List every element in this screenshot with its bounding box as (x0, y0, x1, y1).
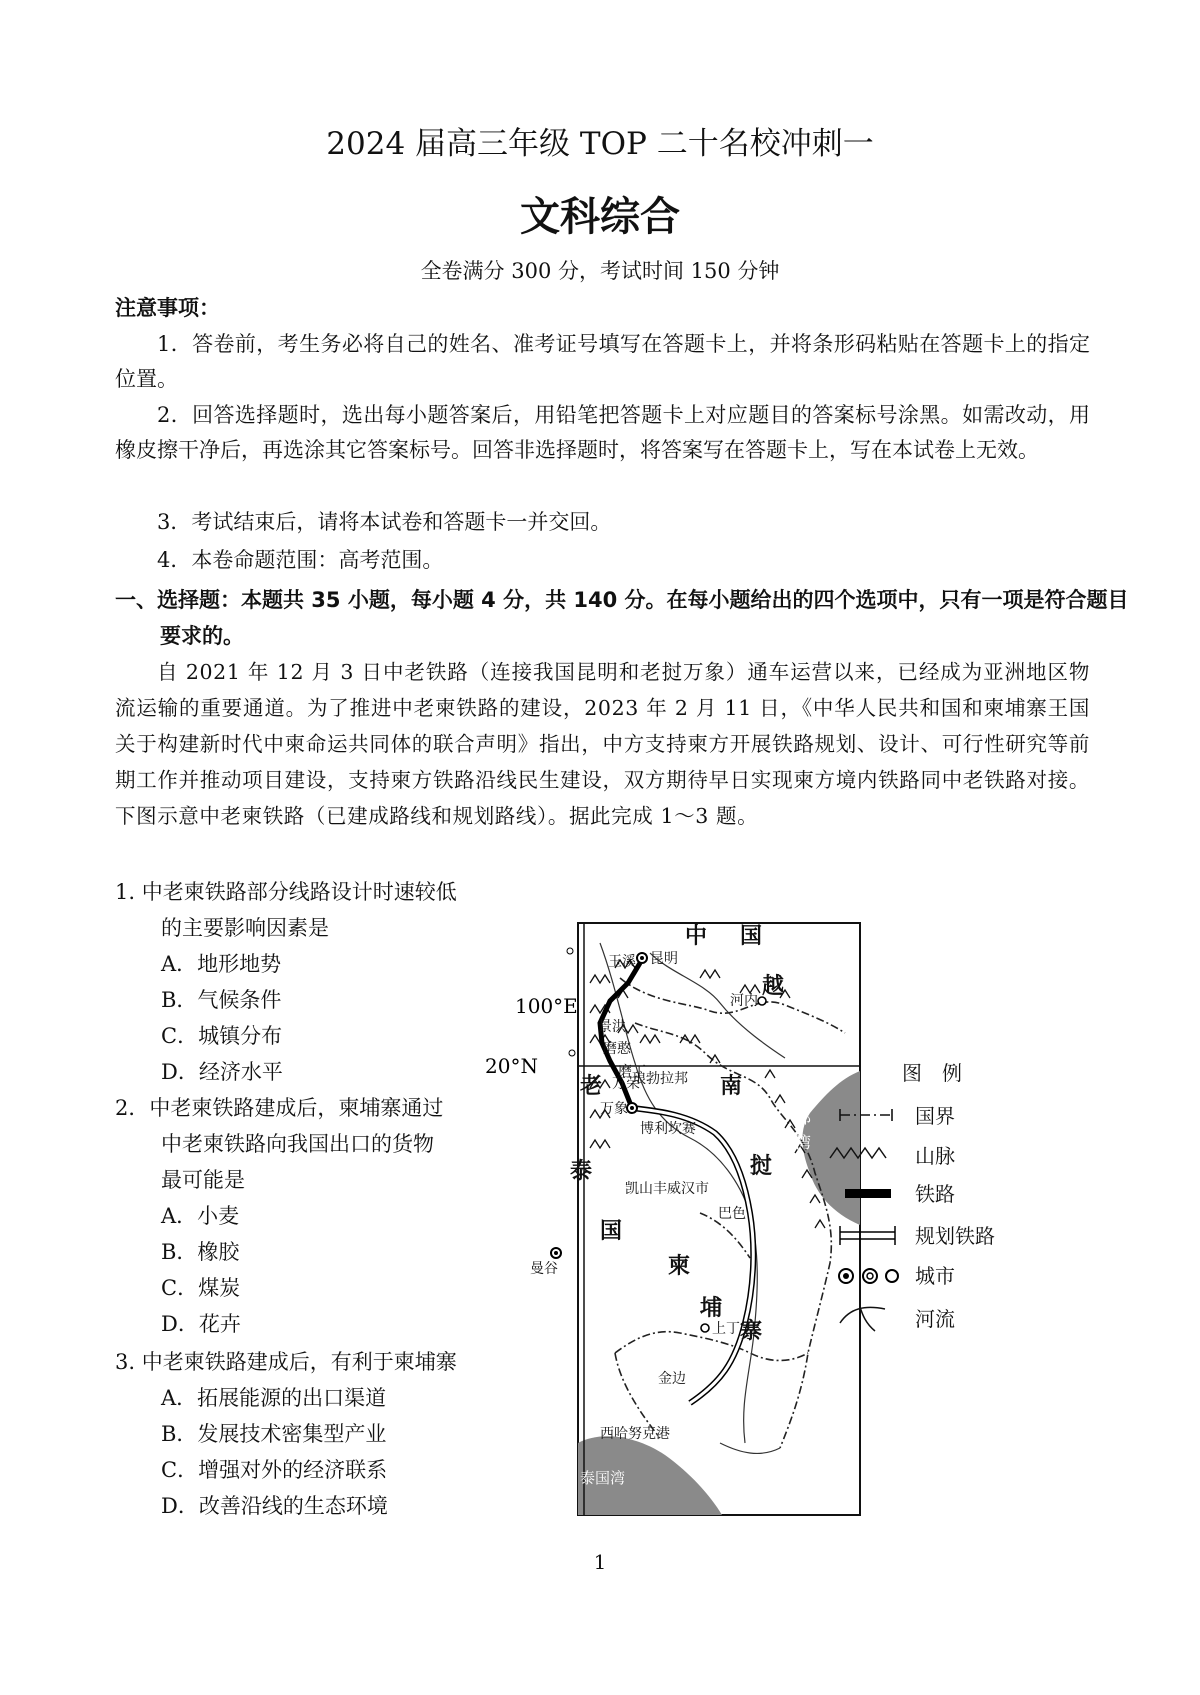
question-1 (115, 874, 515, 1090)
option[interactable]: C．煤炭 (161, 1276, 241, 1300)
railway-map (485, 883, 1130, 1528)
notice-item-4: 4．本卷命题范围：高考范围。 (157, 548, 444, 572)
question-stem: 最可能是 (161, 1168, 245, 1192)
option[interactable]: D．经济水平 (161, 1060, 283, 1084)
legend-mountain: 山脉 (915, 1144, 955, 1168)
exam-title: 2024 届高三年级 TOP 二十名校冲刺一 (326, 126, 874, 162)
legend-city: 城市 (915, 1264, 955, 1288)
question-stem: 3. 中老柬铁路建成后，有利于柬埔寨 (115, 1350, 457, 1374)
legend-planned-railway: 规划铁路 (915, 1224, 995, 1248)
question-stem: 的主要影响因素是 (161, 916, 329, 940)
question-3 (115, 1344, 515, 1524)
notice-item-3: 3．考试结束后，请将本试卷和答题卡一并交回。 (157, 510, 612, 534)
svg-text:柬: 柬 (668, 1254, 691, 1279)
question-2 (115, 1090, 515, 1342)
svg-text:西哈努克港: 西哈努克港 (600, 1426, 670, 1442)
svg-text:河内: 河内 (730, 993, 758, 1009)
legend-railway: 铁路 (915, 1182, 955, 1206)
svg-text:部: 部 (795, 1108, 812, 1127)
svg-text:泰: 泰 (570, 1159, 593, 1184)
svg-text:埔: 埔 (700, 1296, 723, 1321)
notice-item-2: 2．回答选择题时，选出每小题答案后，用铅笔把答题卡上对应题目的答案标号涂黑。如需改动，用橡皮擦干净后，再选涂其它答案标号。回答非选择题时，将答案写在答题卡上，写在本试卷上无效。 (115, 403, 1090, 462)
svg-text:越: 越 (762, 974, 785, 999)
option[interactable]: D．花卉 (161, 1312, 241, 1336)
legend-title: 图 例 (902, 1061, 962, 1085)
option[interactable]: C．增强对外的经济联系 (161, 1458, 388, 1482)
svg-text:湾: 湾 (795, 1133, 812, 1152)
svg-text:昆明: 昆明 (650, 951, 678, 967)
svg-text:南: 南 (720, 1074, 743, 1099)
svg-text:磨丁: 磨丁 (618, 1064, 646, 1080)
svg-text:磨憨: 磨憨 (603, 1041, 631, 1057)
svg-text:玉溪: 玉溪 (608, 954, 636, 970)
svg-text:中: 中 (685, 924, 708, 949)
option[interactable]: A．地形地势 (161, 952, 282, 976)
svg-text:景洪: 景洪 (598, 1019, 626, 1035)
svg-text:泰国湾: 泰国湾 (580, 1469, 626, 1487)
reading-passage: 自 2021 年 12 月 3 日中老铁路（连接我国昆明和老挝万象）通车运营以来，已经成为亚洲地区物流运输的重要通道。为了推进中老柬铁路的建设，2023 年 2 月 11 日，《中华人民共和国和柬埔寨王国关于构建新时代中柬命运共同体的联合声明》指出，中方支持柬方开展铁路规划、设计、可行性研究等前期工作并推动项目建设，支持柬方铁路沿线民生建设，双方期待早日实现柬方境内铁路同中老铁路对接。下图示意中老柬铁路（已建成路线和规划路线）。据此完成 1～3 题。 (115, 660, 1090, 828)
svg-text:万荣: 万荣 (612, 1076, 640, 1092)
question-stem: 2．中老柬铁路建成后，柬埔寨通过 (115, 1096, 444, 1120)
notice-item-1: 1．答卷前，考生务必将自己的姓名、准考证号填写在答题卡上，并将条形码粘贴在答题卡上的指定位置。 (115, 332, 1090, 391)
svg-text:金边: 金边 (658, 1371, 686, 1387)
svg-text:曼谷: 曼谷 (530, 1261, 558, 1277)
lat-label: 20°N (485, 1054, 538, 1078)
svg-text:万象: 万象 (600, 1101, 628, 1117)
svg-text:琅勃拉邦: 琅勃拉邦 (632, 1071, 688, 1087)
svg-text:巴色: 巴色 (718, 1206, 746, 1222)
notice-heading: 注意事项： (115, 296, 220, 320)
option[interactable]: B．橡胶 (161, 1240, 240, 1264)
svg-text:老: 老 (580, 1074, 603, 1099)
svg-text:上丁: 上丁 (712, 1321, 740, 1337)
section-heading: 一、选择题：本题共 35 小题，每小题 4 分，共 140 分。在每小题给出的四个选项中，只有一项是符合题目要求的。 (115, 588, 1129, 648)
legend-border: 国界 (915, 1104, 955, 1128)
svg-text:寨: 寨 (740, 1319, 763, 1344)
svg-text:国: 国 (600, 1219, 623, 1244)
page-number: 1 (593, 1550, 607, 1574)
option[interactable]: B．发展技术密集型产业 (161, 1422, 387, 1446)
svg-text:国: 国 (740, 924, 763, 949)
svg-text:北: 北 (795, 1083, 812, 1102)
svg-text:挝: 挝 (750, 1154, 773, 1179)
svg-text:凯山丰威汉市: 凯山丰威汉市 (625, 1181, 709, 1197)
map-svg (485, 883, 1130, 1528)
option[interactable]: A．拓展能源的出口渠道 (161, 1386, 387, 1410)
option[interactable]: A．小麦 (161, 1204, 240, 1228)
option[interactable]: B．气候条件 (161, 988, 282, 1012)
svg-text:博利坎赛: 博利坎赛 (640, 1121, 696, 1137)
exam-subtitle: 全卷满分 300 分，考试时间 150 分钟 (420, 259, 780, 283)
question-stem: 中老柬铁路向我国出口的货物 (161, 1132, 434, 1156)
lon-label: 100°E (515, 994, 578, 1018)
question-stem: 1. 中老柬铁路部分线路设计时速较低 (115, 880, 457, 904)
option[interactable]: C．城镇分布 (161, 1024, 283, 1048)
legend-river: 河流 (915, 1307, 955, 1331)
option[interactable]: D．改善沿线的生态环境 (161, 1494, 388, 1518)
subject-title: 文科综合 (520, 194, 680, 240)
